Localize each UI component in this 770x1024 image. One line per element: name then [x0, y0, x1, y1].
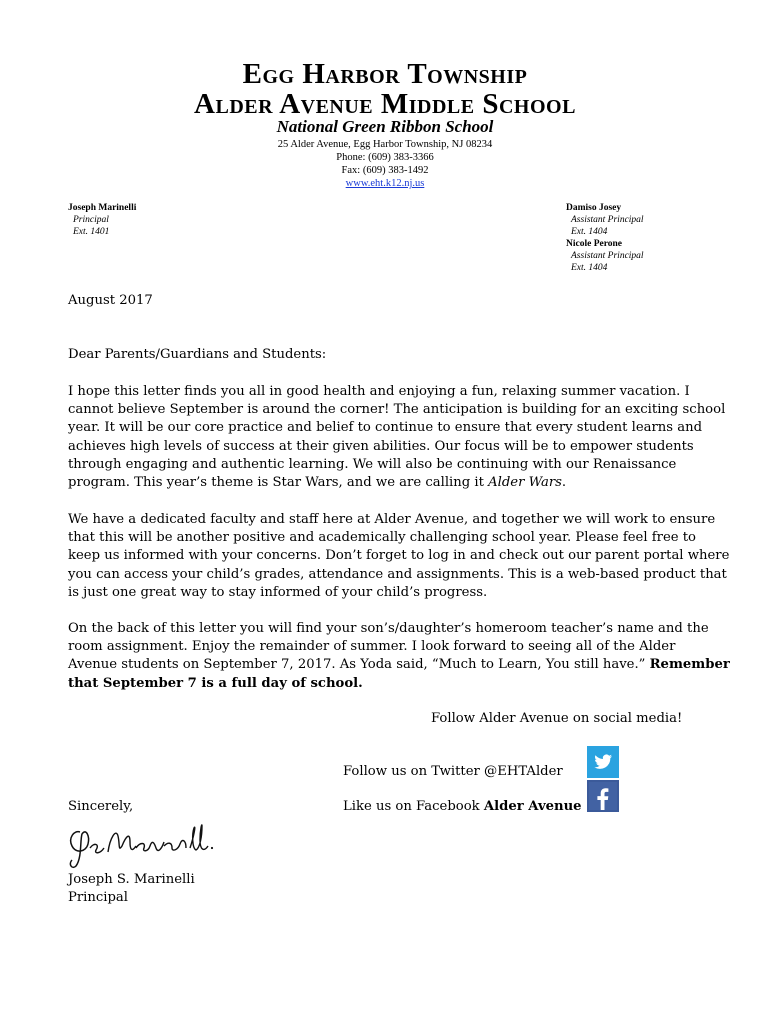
line-text: . — [561, 475, 567, 491]
school-website-link[interactable]: www.eht.k12.nj.us — [345, 178, 425, 189]
paragraph-homeroom — [68, 620, 730, 693]
staff-ext: Ext. 1401 — [73, 227, 110, 237]
paragraph-line: keep us informed with your concerns. Don’t forget to log in and check out our parent portal where — [68, 548, 730, 564]
paragraph-line — [68, 656, 730, 674]
staff-name: Damiso Josey — [566, 203, 622, 213]
letter-salutation: Dear Parents/Guardians and Students: — [68, 347, 327, 362]
paragraph-line: year. It will be our core practice and belief to continue to ensure that every student learns and — [68, 420, 703, 436]
staff-list-right — [566, 202, 644, 274]
letter-date: August 2017 — [68, 293, 153, 308]
facebook-page — [343, 798, 582, 816]
paragraph-line: room assignment. Enjoy the remainder of summer. I look forward to seeing all of the Alder — [68, 639, 676, 655]
facebook-page-name: Alder Avenue — [483, 799, 582, 814]
school-fax: Fax: (609) 383-1492 — [341, 165, 429, 176]
paragraph-line: cannot believe September is around the corner! The anticipation is building for an exciting school — [68, 402, 726, 418]
paragraph-welcome — [68, 383, 726, 492]
staff-role: Assistant Principal — [571, 251, 644, 261]
signer-title: Principal — [68, 890, 129, 905]
paragraph-line: On the back of this letter you will find your son’s/daughter’s homeroom teacher’s name and the — [68, 621, 709, 636]
school-district-title: Egg Harbor Township — [242, 58, 528, 90]
staff-ext: Ext. 1404 — [571, 263, 608, 273]
paragraph-line: that this will be another positive and academically challenging school year. Please feel free to — [68, 530, 696, 546]
staff-ext: Ext. 1404 — [571, 227, 608, 237]
paragraph-line: through engaging and authentic learning. We will also be continuing with our Renaissance — [68, 456, 677, 472]
school-phone: Phone: (609) 383-3366 — [336, 152, 434, 163]
paragraph-line: is just one great way to stay informed of your child’s progress. — [68, 584, 488, 600]
paragraph-line: I hope this letter finds you all in good health and enjoying a fun, relaxing summer vacation. I — [68, 384, 690, 399]
twitter-bird-icon[interactable] — [587, 746, 619, 778]
staff-name: Nicole Perone — [566, 239, 623, 249]
twitter-handle: Follow us on Twitter @EHTAlder — [343, 764, 563, 779]
staff-role: Assistant Principal — [571, 215, 644, 225]
reminder-bold: Remember — [649, 657, 730, 673]
paragraph-line — [68, 675, 708, 693]
staff-role: Principal — [73, 215, 109, 225]
reminder-bold: that September 7 is a full day of school. — [68, 675, 363, 691]
line-text: program. This year’s theme is Star Wars, and we are calling it — [68, 475, 489, 491]
paragraph-line — [68, 474, 708, 492]
paragraph-line: achieves high levels of success at their given abilities. Our focus will be to empower students — [68, 438, 694, 454]
school-name-title: Alder Avenue Middle School — [194, 88, 576, 120]
theme-name: Alder Wars — [488, 475, 562, 491]
facebook-f-icon[interactable] — [587, 780, 619, 812]
paragraph-faculty — [68, 511, 730, 602]
staff-list-left — [68, 202, 136, 238]
paragraph-line: We have a dedicated faculty and staff here at Alder Avenue, and together we will work to ensure — [68, 512, 716, 527]
social-media-heading: Follow Alder Avenue on social media! — [431, 711, 683, 726]
paragraph-line: you can access your child’s grades, attendance and assignments. This is a web-based product that — [68, 566, 727, 582]
facebook-prefix: Like us on Facebook — [343, 799, 484, 814]
line-text: Avenue students on September 7, 2017. As Yoda said, “Much to Learn, You still have.” — [68, 657, 650, 673]
staff-name: Joseph Marinelli — [68, 203, 137, 213]
signer-name: Joseph S. Marinelli — [68, 872, 195, 887]
school-address: 25 Alder Avenue, Egg Harbor Township, NJ 08234 — [277, 139, 493, 150]
closing-sincerely: Sincerely, — [68, 799, 134, 814]
green-ribbon-subtitle: National Green Ribbon School — [276, 117, 494, 136]
handwritten-signature — [66, 818, 226, 870]
